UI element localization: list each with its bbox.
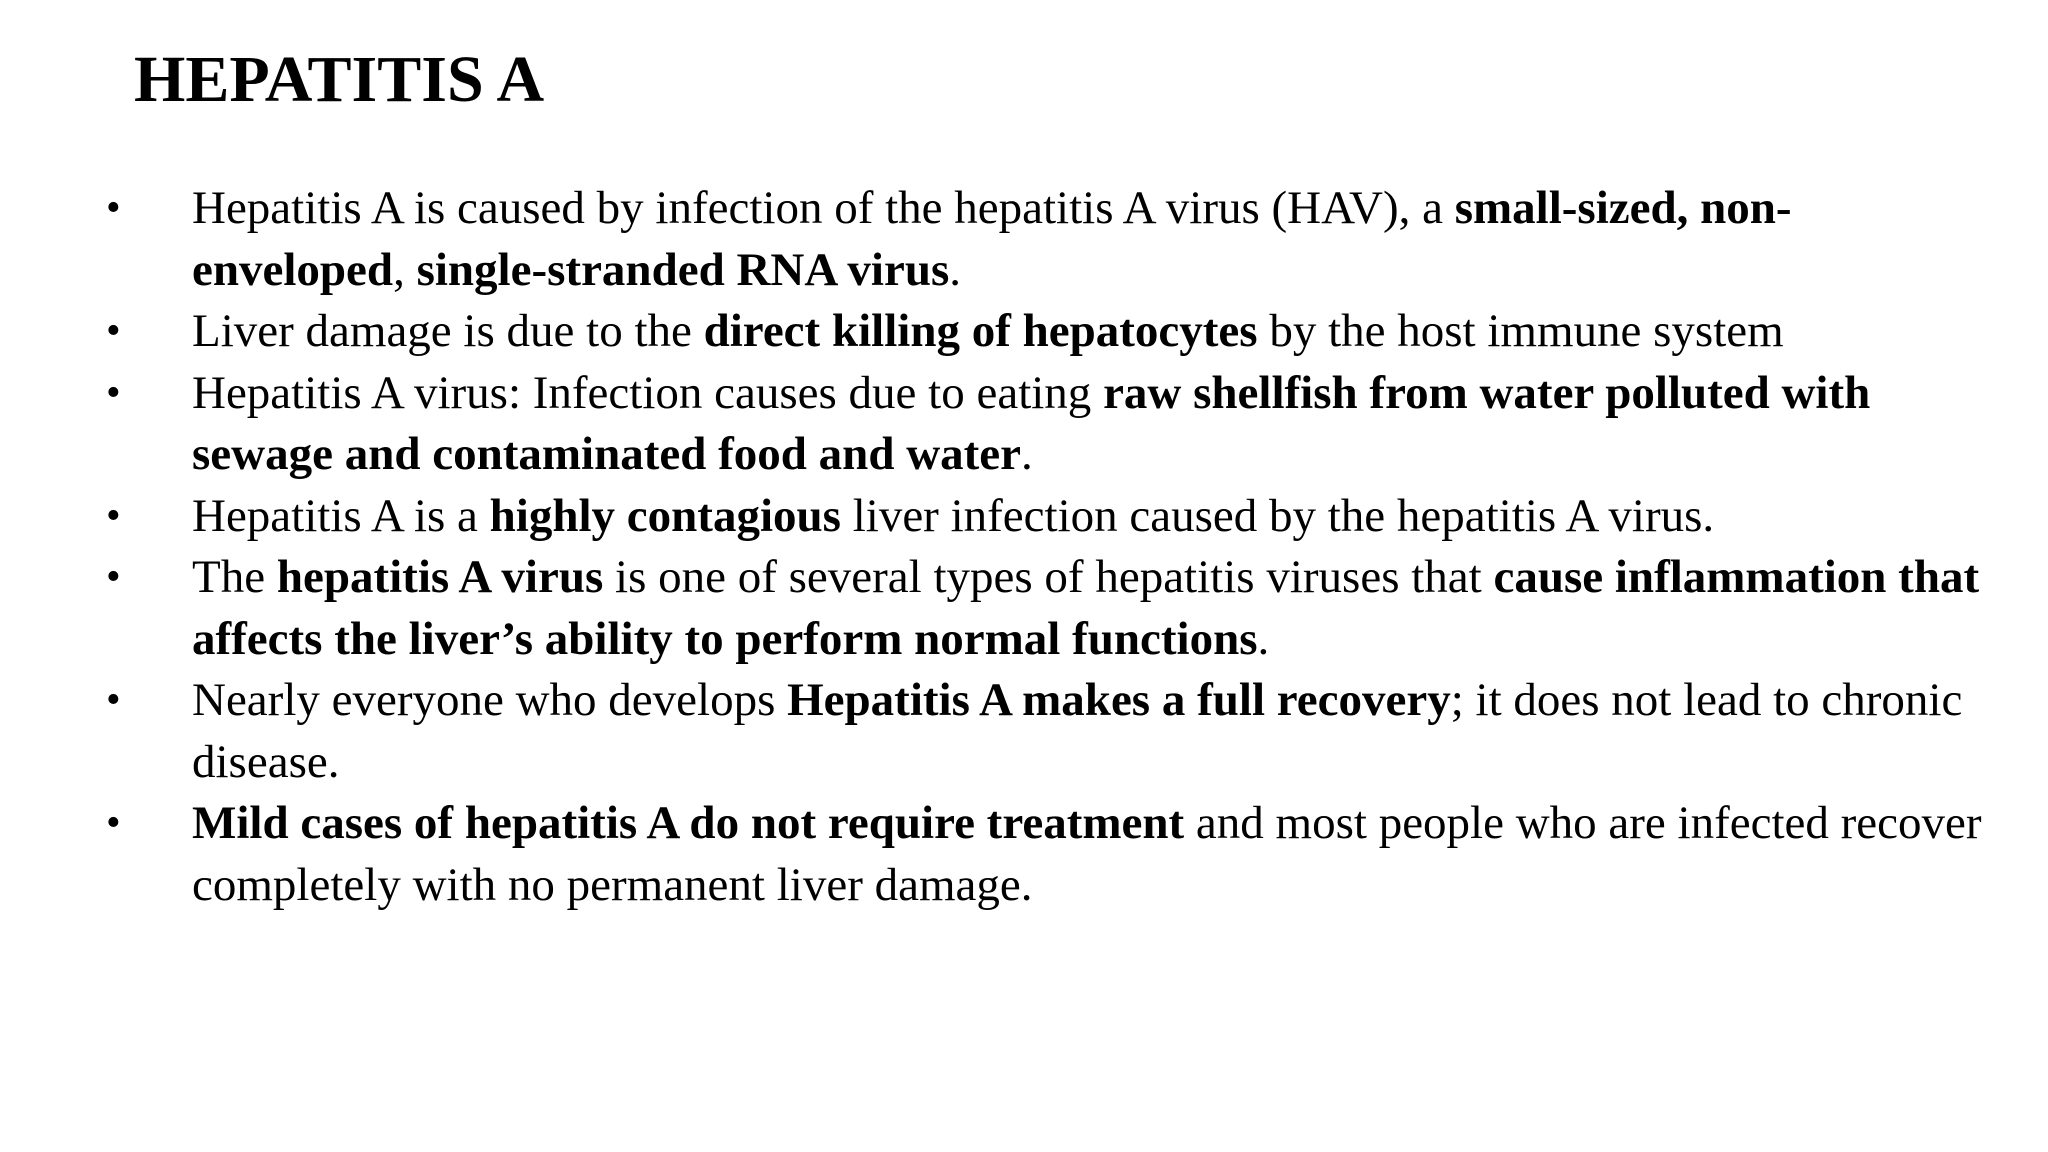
bullet-segment: . [1257,612,1270,665]
bullet-marker: • [106,492,121,539]
bullet-item [104,670,1984,793]
bullet-item [104,178,1984,301]
bullet-item [104,486,1984,548]
bullet-segment: . [1021,428,1033,480]
bullet-bold-segment: cause inflammation that affects the liver’s ability to perform normal functions [192,551,1980,665]
bullet-bold-segment: raw shellfish from water polluted with sewage and contaminated food and water [192,366,1871,480]
bullet-item [104,547,1984,670]
bullet-segment: Hepatitis A virus: Infection causes due to eating [192,366,1104,419]
bullet-bold-segment: single-stranded RNA virus [416,243,950,296]
bullet-marker: • [106,554,121,600]
bullet-item [104,363,1984,486]
bullet-segment: liver infection caused by the hepatitis A virus. [840,489,1715,542]
bullet-segment: ; it does not lead to chronic disease. [192,674,1963,788]
bullet-bold-segment: small-sized, non-enveloped [192,182,1792,296]
bullet-marker: • [106,677,121,723]
bullet-segment: Nearly everyone who develops [192,674,788,726]
bullet-segment: Liver damage is due to the [192,305,704,357]
bullet-bold-segment: highly contagious [489,489,841,542]
bullet-segment: and most people who are infected recover completely with no permanent liver damage. [192,797,1982,911]
bullet-bold-segment: Mild cases of hepatitis A do not require treatment [192,797,1185,849]
bullet-text [192,674,1962,788]
bullet-segment: . [949,243,962,296]
bullet-marker: • [106,800,121,846]
bullet-segment: Hepatitis A is a [192,489,490,542]
bullet-bold-segment: direct killing of hepatocytes [703,305,1258,357]
bullet-text [192,367,1870,481]
bullet-text [192,551,1979,665]
bullet-text [192,797,1982,911]
bullet-marker: • [106,369,121,416]
bullet-marker: • [106,308,121,354]
bullet-segment: , [393,243,417,296]
bullet-item [104,793,1984,916]
bullet-segment: is one of several types of hepatitis viruses that [603,551,1494,603]
slide-title: HEPATITIS A [134,43,545,116]
bullet-segment: The [192,551,277,603]
bullet-item [104,301,1984,363]
bullet-text [192,305,1784,357]
bullet-list [104,178,1984,916]
bullet-text [192,490,1714,542]
bullet-text [192,182,1792,296]
bullet-segment: by the host immune system [1257,305,1784,357]
bullet-bold-segment: Hepatitis A makes a full recovery [787,674,1451,726]
bullet-bold-segment: hepatitis A virus [276,551,604,603]
bullet-segment: Hepatitis A is caused by infection of the hepatitis A virus (HAV), a [192,182,1455,234]
bullet-marker: • [106,185,121,231]
